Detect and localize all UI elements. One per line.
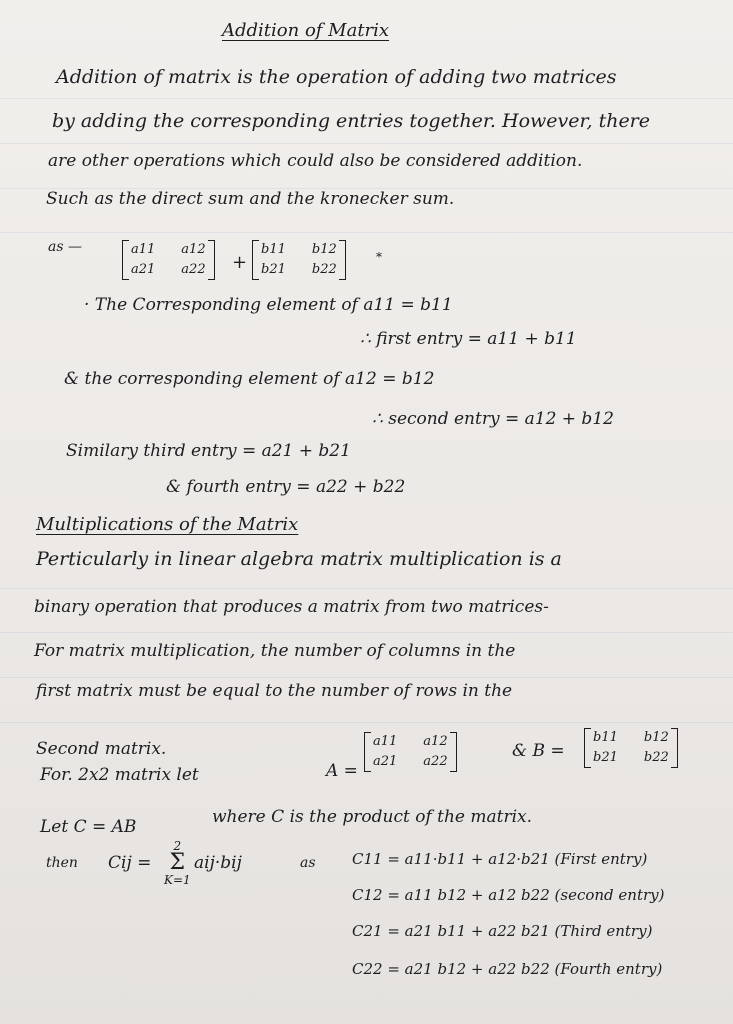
ruled-line — [0, 98, 733, 99]
step-third-entry: Similary third entry = a21 + b21 — [66, 441, 351, 461]
matrix-cell: a12 — [181, 242, 206, 257]
as-label: as — — [48, 239, 82, 255]
let-c-equals-ab: Let C = AB — [40, 817, 137, 837]
sum-term: aij·bij — [194, 853, 242, 873]
intro-line-2: by adding the corresponding entries together. However, there — [52, 110, 651, 132]
matrix-a-multiplication — [364, 732, 457, 772]
matrix-cell: b11 — [261, 242, 286, 257]
as-label-2: as — [300, 855, 316, 871]
step-fourth-entry: & fourth entry = a22 + b22 — [166, 477, 406, 497]
intro-line-1: Addition of matrix is the operation of adding two matrices — [56, 66, 617, 88]
ruled-line — [0, 632, 733, 633]
c11-formula: C11 = a11·b11 + a12·b21 (First entry) — [352, 850, 648, 868]
sum-lower-limit: K=1 — [164, 873, 191, 887]
page-title: Addition of Matrix — [222, 20, 390, 41]
matrix-cell: a22 — [181, 262, 206, 277]
matrix-cell: a21 — [131, 262, 156, 277]
matrix-cell: a12 — [423, 734, 448, 749]
multiplication-heading: Multiplications of the Matrix — [36, 514, 299, 535]
step-first-entry: ∴ first entry = a11 + b11 — [360, 329, 577, 349]
c-product-note: where C is the product of the matrix. — [212, 807, 533, 827]
step-corresponding-a11: · The Corresponding element of a11 = b11 — [84, 295, 453, 315]
c12-formula: C12 = a11 b12 + a12 b22 (second entry) — [352, 886, 665, 904]
matrix-cell: a11 — [373, 734, 398, 749]
c22-formula: C22 = a21 b12 + a22 b22 (Fourth entry) — [352, 960, 663, 978]
intro-line-3: are other operations which could also be considered addition. — [48, 151, 583, 171]
sigma-symbol: Σ — [169, 850, 186, 875]
mult-paragraph-line-1: Perticularly in linear algebra matrix multiplication is a — [36, 548, 562, 570]
matrix-b-addition — [252, 240, 346, 280]
mult-paragraph-line-5: Second matrix. — [36, 739, 167, 759]
mult-paragraph-line-2: binary operation that produces a matrix from two matrices- — [34, 597, 549, 617]
for-2x2-label: For. 2x2 matrix let — [40, 765, 199, 785]
matrix-cell: b12 — [311, 242, 337, 257]
sum-upper-limit: 2 — [173, 839, 182, 853]
matrix-cell: a11 — [131, 242, 156, 257]
ruled-line — [0, 232, 733, 233]
a-equals-label: A = — [326, 761, 358, 781]
then-label: then — [46, 855, 78, 871]
intro-line-4: Such as the direct sum and the kronecker sum. — [46, 189, 455, 209]
matrix-cell: b11 — [593, 730, 618, 745]
matrix-cell: b21 — [261, 262, 286, 277]
matrix-cell: a22 — [423, 754, 448, 769]
c21-formula: C21 = a21 b11 + a22 b21 (Third entry) — [352, 922, 653, 940]
mult-paragraph-line-4: first matrix must be equal to the number of rows in the — [36, 681, 513, 701]
summation — [164, 840, 191, 886]
mult-paragraph-line-3: For matrix multiplication, the number of columns in the — [34, 641, 516, 661]
matrix-cell: a21 — [373, 754, 398, 769]
matrix-cell: b22 — [311, 262, 337, 277]
matrix-cell: b21 — [593, 750, 618, 765]
step-corresponding-a12: & the corresponding element of a12 = b12 — [64, 369, 435, 389]
matrix-b-multiplication — [584, 728, 678, 768]
matrix-cell: b22 — [643, 750, 669, 765]
ruled-line — [0, 677, 733, 678]
step-second-entry: ∴ second entry = a12 + b12 — [372, 409, 614, 429]
ruled-line — [0, 722, 733, 723]
matrix-cell: b12 — [643, 730, 669, 745]
plus-sign: + — [232, 252, 248, 273]
ruled-line — [0, 588, 733, 589]
matrix-a-addition — [122, 240, 215, 280]
cij-label: Cij = — [108, 853, 152, 873]
ruled-line — [0, 143, 733, 144]
b-equals-label: & B = — [512, 741, 565, 761]
star-mark: * — [376, 250, 382, 264]
